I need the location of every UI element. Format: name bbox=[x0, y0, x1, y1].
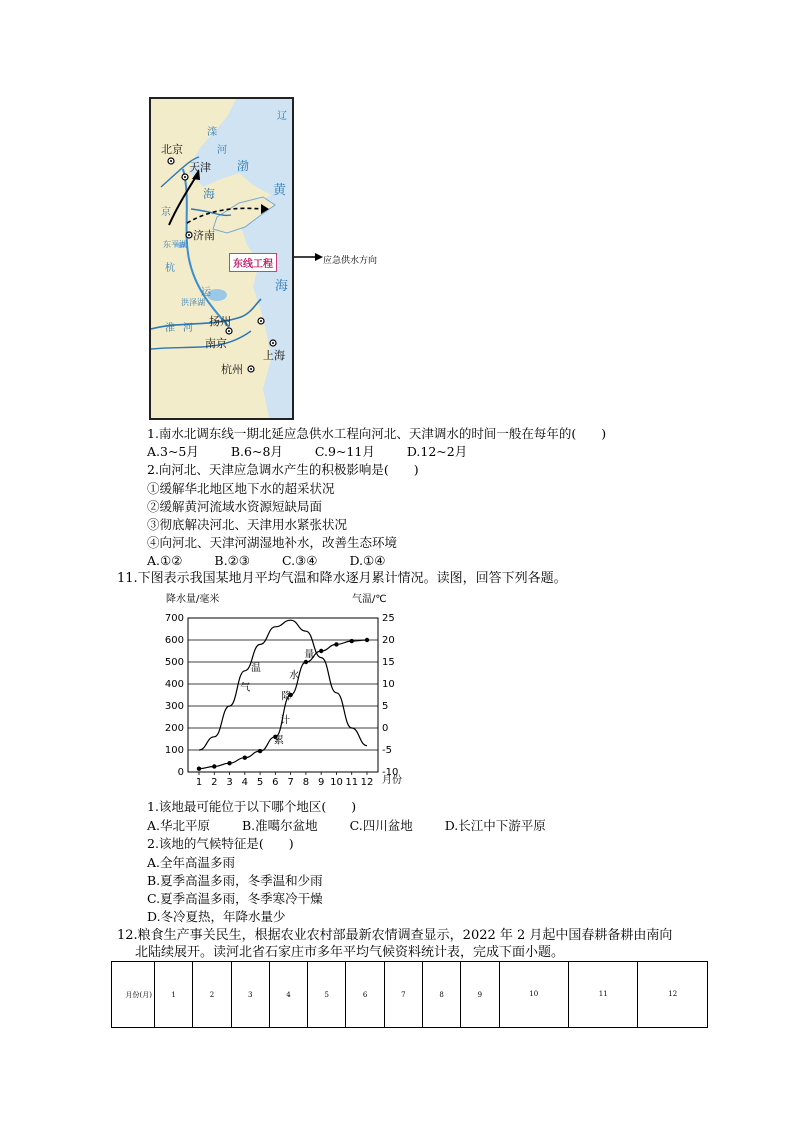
x-tick-label: 6 bbox=[272, 777, 279, 788]
precipitation-point bbox=[319, 649, 323, 653]
x-tick-label: 9 bbox=[317, 777, 325, 788]
y-right-tick-label: -5 bbox=[382, 745, 392, 756]
x-tick-label: 4 bbox=[241, 777, 249, 788]
x-tick-label: 2 bbox=[211, 777, 218, 788]
label-jinan: 济南 bbox=[193, 229, 215, 242]
precipitation-point bbox=[258, 749, 262, 753]
label-shanghai: 上海 bbox=[263, 349, 285, 362]
y-right-tick-label: 0 bbox=[382, 723, 389, 734]
x-tick-label: 11 bbox=[345, 777, 359, 788]
option: A.①② bbox=[147, 553, 183, 568]
canal-char: 京 bbox=[161, 207, 171, 218]
table-header-cell: 2 bbox=[193, 962, 231, 1028]
label-nanjing: 南京 bbox=[205, 337, 227, 350]
q12-stem-line2: 北陆续展开。读河北省石家庄市多年平均气候资料统计表，完成下面小题。 bbox=[135, 945, 565, 960]
label-tianjin: 天津 bbox=[189, 161, 211, 174]
precipitation-curve-label: 量 bbox=[304, 649, 315, 661]
climate-table bbox=[111, 961, 708, 1028]
option: C.四川盆地 bbox=[349, 818, 413, 833]
y-axis-right-label: 气温/℃ bbox=[352, 594, 387, 605]
q10-q2-item: ②缓解黄河流域水资源短缺局面 bbox=[147, 499, 323, 514]
option: B.6~8月 bbox=[230, 444, 283, 459]
y-left-tick-label: 300 bbox=[164, 701, 184, 712]
option: D.①④ bbox=[349, 553, 386, 568]
q10-q2-item: ①缓解华北地区地下水的超采状况 bbox=[147, 481, 335, 496]
table-header-cell: 6 bbox=[346, 962, 384, 1028]
x-tick-label: 12 bbox=[360, 777, 374, 788]
table-row bbox=[112, 962, 708, 1028]
q11-q2-option: D.冬冷夏热，年降水量少 bbox=[147, 909, 286, 924]
label-hangzhou: 杭州 bbox=[221, 363, 243, 376]
option: D.长江中下游平原 bbox=[444, 818, 546, 833]
option: B.准噶尔盆地 bbox=[242, 818, 318, 833]
x-axis-label: 月份 bbox=[382, 775, 402, 786]
sea-char: 滦 bbox=[207, 127, 217, 138]
legend-arrow-icon bbox=[294, 252, 324, 262]
sea-char: 河 bbox=[217, 145, 227, 156]
label-yangzhou: 扬州 bbox=[209, 315, 231, 328]
precipitation-point bbox=[334, 642, 338, 646]
x-tick-label: 7 bbox=[287, 777, 294, 788]
option: D.12~2月 bbox=[406, 444, 468, 459]
climate-chart bbox=[152, 590, 412, 790]
q10-question-2: 2.向河北、天津应急调水产生的积极影响是( ) bbox=[147, 462, 419, 477]
table-header-cell: 1 bbox=[155, 962, 193, 1028]
table-header-cell: 10 bbox=[499, 962, 568, 1028]
option: C.③④ bbox=[281, 553, 318, 568]
q11-stem: 11.下图表示我国某地月平均气温和降水逐月累计情况。读图，回答下列各题。 bbox=[117, 571, 567, 586]
precipitation-curve-label: 水 bbox=[289, 670, 300, 682]
x-tick-label: 8 bbox=[302, 777, 310, 788]
label-beijing: 北京 bbox=[161, 143, 183, 156]
q11-q1-options bbox=[147, 818, 574, 834]
precipitation-curve-label: 降 bbox=[281, 691, 292, 703]
sea-char: 渤 bbox=[237, 159, 250, 173]
supply-arrow bbox=[169, 175, 197, 225]
x-tick-label: 5 bbox=[256, 777, 264, 788]
y-right-tick-label: -10 bbox=[382, 767, 399, 778]
table-header-cell: 9 bbox=[461, 962, 499, 1028]
x-tick-label: 1 bbox=[195, 777, 203, 788]
q11-q2-option: C.夏季高温多雨，冬季寒冷干燥 bbox=[147, 891, 323, 906]
table-header-cell: 4 bbox=[269, 962, 307, 1028]
table-header-cell: 12 bbox=[638, 962, 708, 1028]
precipitation-curve-label: 计 bbox=[279, 715, 290, 727]
option: A.3~5月 bbox=[147, 444, 199, 459]
y-left-tick-label: 200 bbox=[164, 723, 184, 734]
canal-char: 河 bbox=[183, 323, 193, 334]
y-right-tick-label: 15 bbox=[382, 657, 395, 668]
y-left-tick-label: 600 bbox=[164, 635, 184, 646]
q11-q2-option: B.夏季高温多雨，冬季温和少雨 bbox=[147, 873, 323, 888]
table-header-cell: 3 bbox=[231, 962, 269, 1028]
y-left-tick-label: 700 bbox=[164, 613, 184, 624]
lake-label-hongze: 洪泽湖 bbox=[181, 298, 205, 307]
precipitation-point bbox=[197, 767, 201, 771]
table-header-cell: 8 bbox=[422, 962, 460, 1028]
x-tick-label: 10 bbox=[330, 777, 343, 788]
q10-q2-options bbox=[147, 553, 413, 569]
q10-q2-item: ③彻底解决河北、天津用水紧张状况 bbox=[147, 517, 348, 532]
q11-q2-option: A.全年高温多雨 bbox=[147, 855, 236, 870]
option: C.9~11月 bbox=[314, 444, 375, 459]
canal-char: 运 bbox=[201, 287, 211, 298]
x-tick-label: 3 bbox=[226, 777, 233, 788]
sea-char: 辽 bbox=[277, 111, 287, 122]
y-left-tick-label: 500 bbox=[164, 657, 184, 668]
y-right-tick-label: 25 bbox=[382, 613, 395, 624]
table-header-cell: 月份(月) bbox=[112, 962, 155, 1028]
y-right-tick-label: 20 bbox=[382, 635, 395, 646]
temperature-curve-label: 温 bbox=[250, 662, 261, 674]
y-left-tick-label: 400 bbox=[164, 679, 184, 690]
precipitation-curve-label: 累 bbox=[273, 735, 284, 747]
table-header-cell: 11 bbox=[568, 962, 637, 1028]
precipitation-point bbox=[350, 639, 354, 643]
option: B.②③ bbox=[214, 553, 250, 568]
sea-char: 海 bbox=[203, 187, 216, 201]
q10-q2-item: ④向河北、天津河湖湿地补水，改善生态环境 bbox=[147, 535, 398, 550]
precipitation-point bbox=[243, 756, 247, 760]
y-left-tick-label: 0 bbox=[177, 767, 184, 778]
precipitation-point bbox=[227, 761, 231, 765]
q12-stem-line1: 12.粮食生产事关民生，根据农业农村部最新农情调查显示，2022 年 2 月起中国春耕备耕由南向 bbox=[117, 928, 673, 943]
temperature-curve-label: 气 bbox=[240, 682, 251, 694]
q10-question-1: 1.南水北调东线一期北延应急供水工程向河北、天津调水的时间一般在每年的( ) bbox=[147, 426, 607, 441]
precipitation-point bbox=[365, 638, 369, 642]
q11-question-1: 1.该地最可能位于以下哪个地区( ) bbox=[147, 799, 357, 814]
legend-label: 应急供水方向 bbox=[323, 256, 378, 266]
table-header-cell: 7 bbox=[384, 962, 422, 1028]
y-right-tick-label: 5 bbox=[382, 701, 389, 712]
sea-char: 黄 bbox=[273, 183, 287, 198]
q11-question-2: 2.该地的气候特征是( ) bbox=[147, 836, 294, 851]
q10-q1-options bbox=[147, 444, 495, 460]
precipitation-curve bbox=[199, 640, 367, 769]
option: A.华北平原 bbox=[147, 818, 211, 833]
y-right-tick-label: 10 bbox=[382, 679, 395, 690]
sea-char: 海 bbox=[275, 279, 289, 294]
lake-label-dongping: 东平湖 bbox=[163, 240, 187, 249]
y-axis-left-label: 降水量/毫米 bbox=[166, 594, 220, 605]
callout-east-route: 东线工程 bbox=[229, 253, 277, 272]
map-figure bbox=[149, 97, 294, 420]
canal-char: 淮 bbox=[165, 323, 175, 334]
precipitation-point bbox=[212, 764, 216, 768]
y-left-tick-label: 100 bbox=[164, 745, 184, 756]
table-header-cell: 5 bbox=[308, 962, 346, 1028]
canal-char: 杭 bbox=[165, 263, 175, 274]
